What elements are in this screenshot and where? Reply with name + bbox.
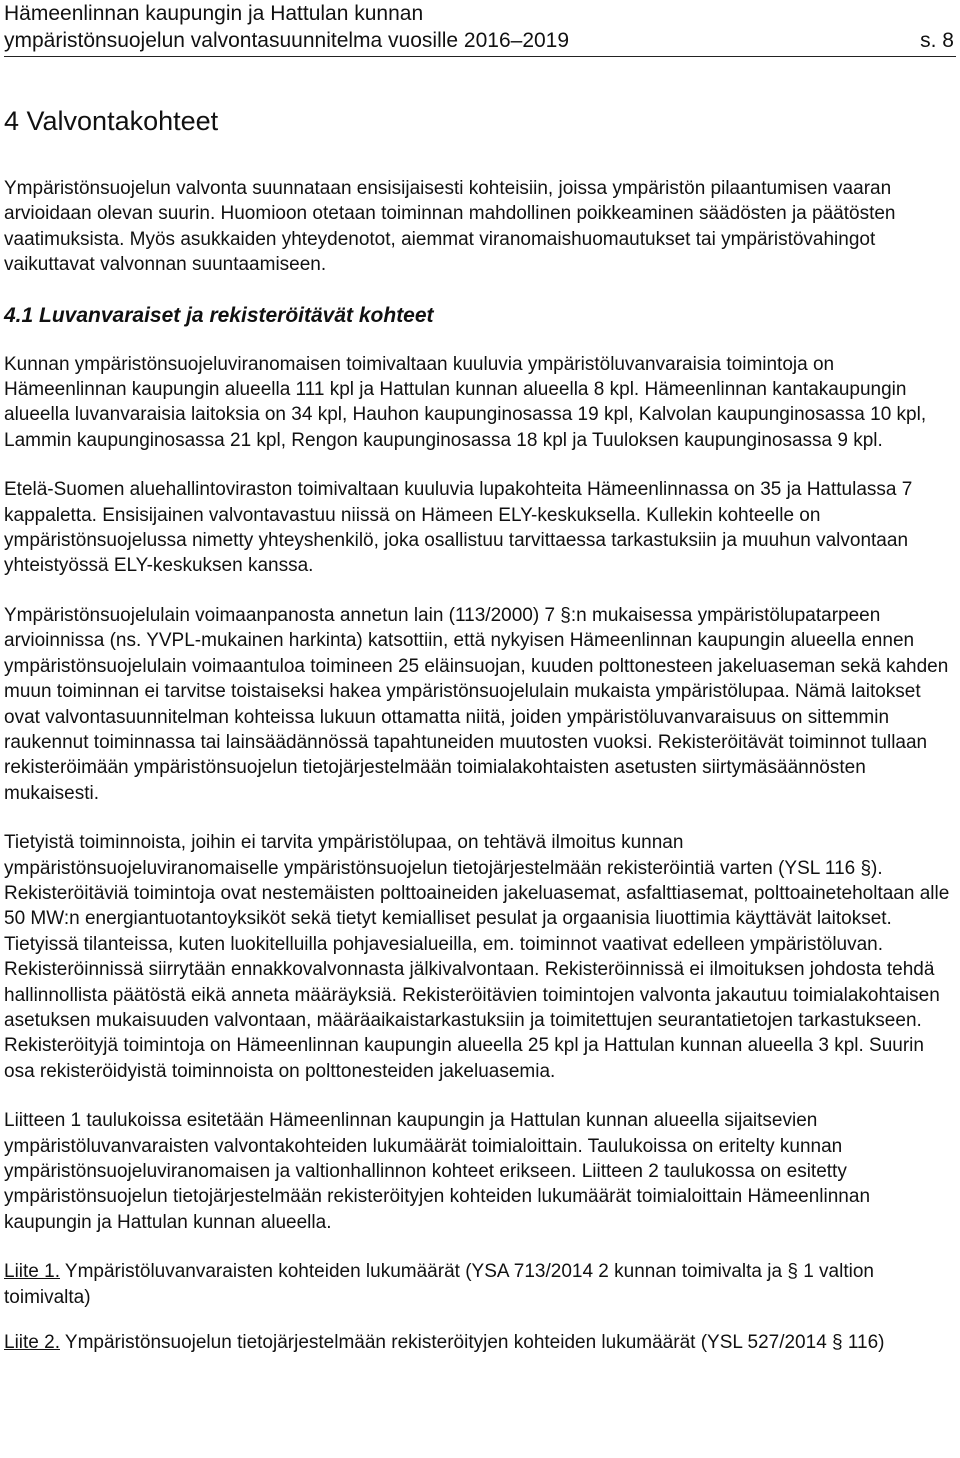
page-number: s. 8 [920, 29, 954, 52]
document-body [4, 104, 950, 1375]
section-intro-paragraph: Ympäristönsuojelun valvonta suunnataan ensisijaisesti kohteisiin, joissa ympäristön pilaantumisen vaaran arvioidaan olevan suurin. Huomioon otetaan toiminnan mahdollinen poikkeaminen säädösten ja päätösten vaatimuksista. Myös asukkaiden yhteydenotot, aiemmat viranomaishuomautukset tai ympäristövahingot vaikuttavat valvonnan suuntaamiseen. [4, 178, 896, 276]
page-header [4, 0, 954, 54]
appendix-item-2 [4, 1330, 950, 1355]
subsection-heading: 4.1 Luvanvaraiset ja rekisteröitävät kohteet [4, 303, 434, 327]
header-title-line1: Hämeenlinnan kaupungin ja Hattulan kunnan [4, 2, 424, 25]
body-paragraph-4: Tietyistä toiminnoista, joihin ei tarvita ympäristölupaa, on tehtävä ilmoitus kunnan ympäristönsuojeluviranomaiselle ympäristönsuojelun tietojärjestelmään rekisteröintiä varten (YSL 116 §). Rekisteröitäviä toimintoja ovat nestemäisten polttoaineiden jakeluasemat, asfalttiasemat, polttoaineteholtaan alle 50 MW:n energiantuotantoyksiköt sekä tietyt kemialliset pesulat ja orgaanisia liuottimia käyttävät laitokset. Tietyissä tilanteissa, kuten luokitelluilla pohjavesialueilla, em. toiminnot vaativat edelleen ympäristöluvan. Rekisteröinnissä siirrytään ennakkovalvonnasta jälkivalvontaan. Rekisteröinnissä ei ilmoituksen johdosta tehdä hallinnollista päätöstä eikä anneta määräyksiä. Rekisteröitävien toimintojen valvonta jakautuu toimialakohtaisen asetuksen mukaisuuden valvontaan, määräaikaistarkastuksiin ja toimitettujen seurantatietojen tarkastukseen. Rekisteröityjä toimintoja on Hämeenlinnan kaupungin alueella 25 kpl ja Hattulan kunnan alueella 3 kpl. Suurin osa rekisteröidyistä toiminnoista on polttonesteiden jakeluasemia. [4, 832, 950, 1082]
body-paragraph-1: Kunnan ympäristönsuojeluviranomaisen toimivaltaan kuuluvia ympäristöluvanvaraisia toimintoja on Hämeenlinnan kaupungin alueella 111 kpl ja Hattulan kunnan alueella 8 kpl. Hämeenlinnan kantakaupungin alueella luvanvaraisia laitoksia on 34 kpl, Hauhon kaupunginosassa 19 kpl, Kalvolan kaupunginosassa 10 kpl, Lammin kaupunginosassa 21 kpl, Rengon kaupunginosassa 18 kpl ja Tuuloksen kaupunginosassa 9 kpl. [4, 353, 927, 451]
appendix-2-description: Ympäristönsuojelun tietojärjestelmään rekisteröityjen kohteiden lukumäärät (YSL 527/2014 § 116) [59, 1332, 885, 1354]
appendix-item-1 [4, 1259, 950, 1310]
appendix-1-description: Ympäristöluvanvaraisten kohteiden lukumäärät (YSA 713/2014 2 kunnan toimivalta ja § 1 valtion toimivalta) [4, 1261, 874, 1308]
appendix-1-link[interactable]: Liite 1. [4, 1261, 60, 1283]
body-paragraph-5: Liitteen 1 taulukoissa esitetään Hämeenlinnan kaupungin ja Hattulan kunnan alueella sijaitsevien ympäristöluvanvaraisten valvontakohteiden lukumäärät toimialoittain. Taulukoissa on eritelty kunnan ympäristönsuojeluviranomaisen ja valtionhallinnon kohteet erikseen. Liitteen 2 taulukossa on esitetty ympäristönsuojelun tietojärjestelmään rekisteröityjen kohteiden lukumäärät toimialoittain Hämeenlinnan kaupungin ja Hattulan kunnan alueella. [4, 1110, 871, 1233]
body-paragraph-2: Etelä-Suomen aluehallintoviraston toimivaltaan kuuluvia lupakohteita Hämeenlinnassa on 35 ja Hattulassa 7 kappaletta. Ensisijainen valvontavastuu niissä on Hämeen ELY-keskuksella. Kullekin kohteelle on ympäristönsuojelussa nimetty yhteyshenkilö, joka osallistuu tarvittaessa tarkastuksiin ja muuhun valvontaan yhteistyössä ELY-keskuksen kanssa. [4, 479, 913, 577]
appendix-2-link[interactable]: Liite 2. [4, 1332, 60, 1354]
header-divider [4, 56, 956, 57]
header-title-line2: ympäristönsuojelun valvontasuunnitelma vuosille 2016–2019 [4, 29, 570, 52]
appendix-list [4, 1259, 950, 1355]
body-paragraph-3: Ympäristönsuojelulain voimaanpanosta annetun lain (113/2000) 7 §:n mukaisessa ympäristölupatarpeen arvioinnissa (ns. YVPL-mukainen harkinta) katsottiin, että nykyisen Hämeenlinnan kaupungin alueella ennen ympäristönsuojelulain voimaantuloa toimineen 25 eläinsuojan, kuuden polttonesteen jakeluaseman sekä kahden muun toiminnan ei tarvitse toistaiseksi hakea ympäristönsuojelulain mukaista ympäristölupaa. Nämä laitokset ovat valvontasuunnitelman kohteissa lukuun ottamatta niitä, joiden ympäristöluvanvaraisuus on sittemmin raukennut toiminnassa tai lainsäädännössä tapahtuneiden muutosten vuoksi. Rekisteröitävät toiminnot tullaan rekisteröimään ympäristönsuojelun tietojärjestelmään toimialakohtaisten asetusten siirtymäsäännösten mukaisesti. [4, 604, 949, 804]
section-heading: 4 Valvontakohteet [4, 106, 219, 136]
